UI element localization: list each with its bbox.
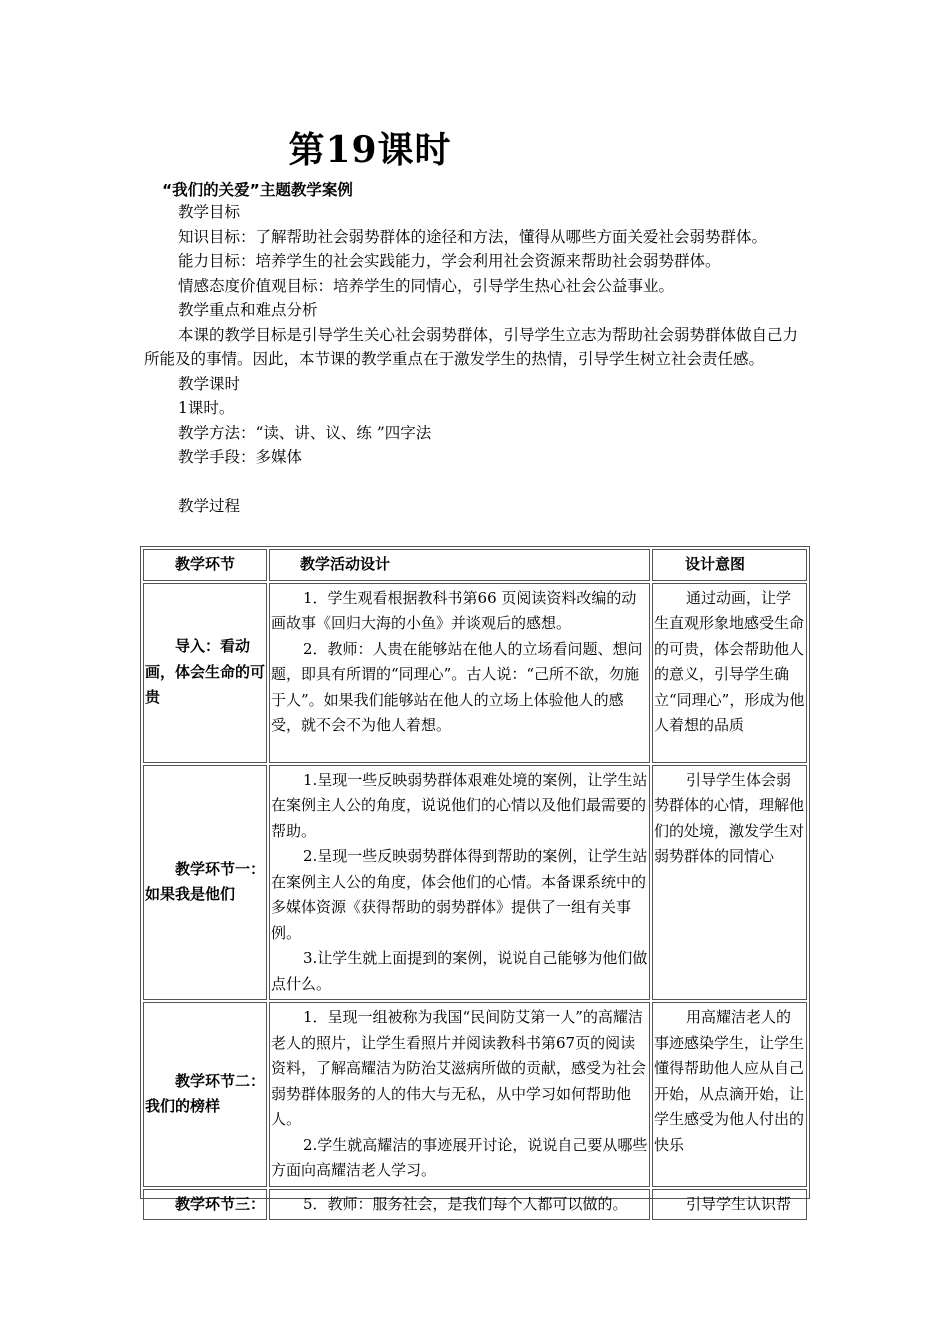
activity-item: 2.学生就高耀洁的事迹展开讨论，说说自己要从哪些方面向高耀洁老人学习。 <box>271 1135 648 1179</box>
lesson-subtitle: “我们的关爱”主题教学案例 <box>162 181 353 199</box>
activity-item: 2．教师：人贵在能够站在他人的立场看问题、想问题，即具有所谓的“同理心”。古人说：“己所不欲，勿施于人”。如果我们能够站在他人的立场上体验他人的感受，就不会不为他人着想。 <box>271 639 643 734</box>
teaching-means: 教学手段：多媒体 <box>178 448 303 466</box>
process-table <box>140 546 810 1213</box>
knowledge-objective: 知识目标：了解帮助社会弱势群体的途径和方法，懂得从哪些方面关爱社会弱势群体。 <box>178 227 768 246</box>
key-points-text: 本课的教学目标是引导学生关心社会弱势群体，引导学生立志为帮助社会弱势群体做自己力所能及的事情。因此，本节课的教学重点在于激发学生的热情，引导学生树立社会责任感。 <box>144 325 799 368</box>
ability-objective: 能力目标：培养学生的社会实践能力，学会利用社会资源来帮助社会弱势群体。 <box>178 252 721 270</box>
stage-cell <box>143 765 267 1001</box>
header-activity: 教学活动设计 <box>269 549 650 581</box>
activity-item: 2.呈现一些反映弱势群体得到帮助的案例，让学生站在案例主人公的角度，体会他们的心情。本备课系统中的多媒体资源《获得帮助的弱势群体》提供了一组有关事例。 <box>271 847 648 942</box>
activity-item: 1．呈现一组被称为我国“民间防艾第一人”的高耀洁老人的照片，让学生看照片并阅读教科书第67页的阅读资料，了解高耀洁为防治艾滋病所做的贡献，感受为社会弱势群体服务的人的伟大与无私，从中学习如何帮助他人。 <box>271 1008 647 1128</box>
heading-lesson-hours: 教学课时 <box>178 374 241 393</box>
header-intent: 设计意图 <box>652 549 807 581</box>
intent-cell <box>652 765 807 1001</box>
activity-cell <box>269 1002 650 1187</box>
stage-label: 导入：看动画，体会生命的可贵 <box>145 637 266 707</box>
stage-label: 教学环节二：我们的榜样 <box>145 1071 266 1116</box>
teaching-method: 教学方法：“读、讲、议、练 ”四字法 <box>178 423 432 442</box>
header-stage: 教学环节 <box>143 549 267 581</box>
heading-process: 教学过程 <box>178 497 241 515</box>
heading-key-points: 教学重点和难点分析 <box>178 301 318 319</box>
intent-cell <box>652 1189 807 1221</box>
activity-cell <box>269 1189 650 1221</box>
activity-item: 5．教师：服务社会，是我们每个人都可以做的。 <box>303 1194 628 1213</box>
lesson-hours-value: 1课时。 <box>178 399 235 417</box>
table-row <box>143 1189 807 1221</box>
stage-label: 教学环节一：如果我是他们 <box>145 859 266 904</box>
activity-cell <box>269 583 650 763</box>
activity-item: 1．学生观看根据教科书第66 页阅读资料改编的动画故事《回归大海的小鱼》并谈观后的感想。 <box>271 588 637 632</box>
stage-cell <box>143 1189 267 1221</box>
stage-label: 教学环节三： <box>175 1194 266 1213</box>
lesson-body <box>144 200 810 519</box>
table-header-row <box>143 549 807 581</box>
page-title: 第19课时 <box>288 129 452 171</box>
intent-cell <box>652 583 807 763</box>
intent-text: 引导学生认识帮 <box>686 1194 792 1213</box>
attitude-objective: 情感态度价值观目标：培养学生的同情心，引导学生热心社会公益事业。 <box>178 276 675 295</box>
table-row <box>143 765 807 1001</box>
intent-text: 用高耀洁老人的事迹感染学生，让学生懂得帮助他人应从自己开始，从点滴开始，让学生感受为他人付出的快乐 <box>654 1008 805 1154</box>
table-row <box>143 583 807 763</box>
intent-cell <box>652 1002 807 1187</box>
heading-objectives: 教学目标 <box>178 203 241 221</box>
activity-item: 3.让学生就上面提到的案例，说说自己能够为他们做点什么。 <box>271 949 648 993</box>
activity-cell <box>269 765 650 1001</box>
intent-text: 引导学生体会弱势群体的心情，理解他们的处境，激发学生对弱势群体的同情心 <box>654 770 805 865</box>
activity-item: 1.呈现一些反映弱势群体艰难处境的案例，让学生站在案例主人公的角度，说说他们的心情以及他们最需要的帮助。 <box>271 770 648 840</box>
intent-text: 通过动画，让学生直观形象地感受生命的可贵，体会帮助他人的意义，引导学生确立“同理心”，形成为他人着想的品质 <box>654 588 805 734</box>
table-row <box>143 1002 807 1187</box>
stage-cell <box>143 1002 267 1187</box>
stage-cell <box>143 583 267 763</box>
